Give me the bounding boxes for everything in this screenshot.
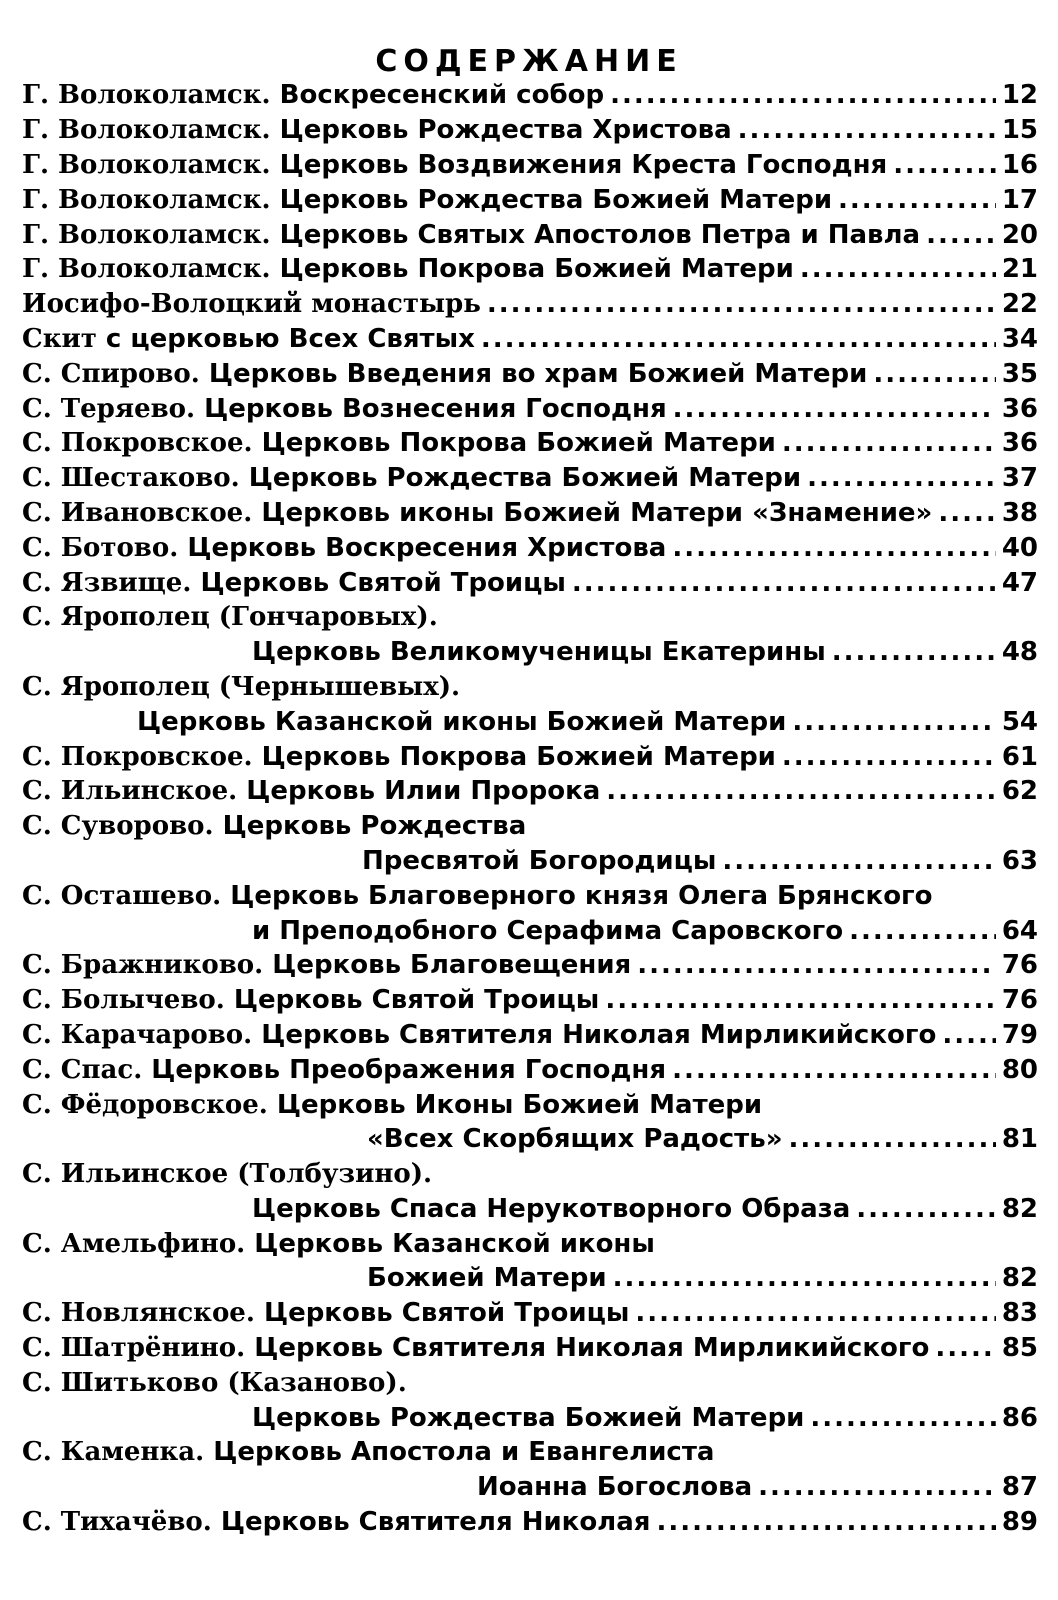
dot-leader [738,115,996,145]
dot-leader [758,1472,996,1502]
toc-entry-place: С. Покровское. [22,741,253,772]
toc-entry-title: Церковь Святителя Николая Мирликийского [245,1333,930,1364]
dot-leader [938,498,995,528]
toc-entry-place: Г. Волоколамск. [22,80,271,111]
toc-entry-title: Церковь Казанской иконы Божией Матери [137,706,787,737]
toc-entry-place: Г. Волоколамск. [22,184,271,215]
toc-entry-title: Церковь Введения во храм Божией Матери [199,358,868,389]
toc-entry [22,530,1038,565]
dot-leader [792,707,996,737]
dot-leader [849,916,996,946]
toc-entry [22,1087,1038,1122]
toc-entry-place: С. Шитьково (Казаново). [22,1367,407,1398]
toc-entry [22,1226,1038,1261]
toc-entry [22,913,1038,948]
toc-entry [22,1331,1038,1366]
toc-entry [22,391,1038,426]
toc-entry [22,1261,1038,1296]
toc-entry-page-number: 40 [1001,532,1038,563]
toc-entry-page-number: 36 [1001,393,1038,424]
toc-entry-place: С. Шатрёнино. [22,1333,246,1364]
toc-entry-title: Иоанна Богослова [477,1472,753,1503]
toc-entry-title: Церковь Рождества Христова [270,115,732,146]
toc-entry-title: Церковь Святой Троицы [191,567,566,598]
toc-entry-place: С. Тихачёво. [22,1507,212,1538]
toc-entry [22,1365,1038,1400]
toc-entry-place: С. Ярополец (Гончаровых). [22,602,438,633]
dot-leader [893,150,996,180]
dot-leader [789,1124,996,1154]
toc-entry [22,670,1038,705]
dot-leader [605,985,996,1015]
toc-entry-place: С. Каменка. [22,1437,205,1468]
toc-entry-place: С. Шестаково. [22,463,240,494]
page-title: СОДЕРЖАНИЕ [375,44,683,79]
toc-entry [22,252,1038,287]
toc-entry-title: Божией Матери [367,1263,607,1294]
dot-leader [481,324,996,354]
toc-entry-place: Г. Волоколамск. [22,149,271,180]
toc-entry-page-number: 64 [1001,915,1038,946]
toc-entry-page-number: 21 [1001,254,1038,285]
toc-entry-place: С. Фёдоровское. [22,1089,268,1120]
toc-entry [22,844,1038,879]
toc-entry-page-number: 86 [1001,1402,1038,1433]
toc-entry-place: С. Новлянское. [22,1298,255,1329]
toc-entry-page-number: 38 [1001,497,1038,528]
toc-entry-place: С. Бражниково. [22,950,264,981]
toc-entry-title: Воскресенский собор [270,80,605,111]
toc-entry-place: С. Карачарово. [22,1019,253,1050]
toc-entry [22,1018,1038,1053]
dot-leader [807,463,996,493]
toc-entry-title: Церковь Рождества Божией Матери [252,1402,805,1433]
toc-entry-title: Церковь Казанской иконы [245,1228,655,1259]
toc-entry [22,878,1038,913]
toc-entry [22,1296,1038,1331]
toc-entry-title: Церковь Рождества [213,811,527,842]
toc-entry [22,496,1038,531]
toc-entry-place: Г. Волоколамск. [22,115,271,146]
toc-entry-page-number: 34 [1001,323,1038,354]
toc-entry-title: Церковь Рождества Божией Матери [239,463,802,494]
toc-entry-place: Скит [22,323,97,354]
toc-entry-title: Церковь Илии Пророка [237,776,601,807]
toc-entry [22,1435,1038,1470]
dot-leader [935,1333,996,1363]
toc-entry-title: Церковь Святой Троицы [254,1298,630,1329]
toc-entry-page-number: 89 [1001,1507,1038,1538]
toc-entry-title: и Преподобного Серафима Саровского [252,915,844,946]
toc-entry [22,461,1038,496]
toc-entry [22,635,1038,670]
toc-entry [22,1470,1038,1505]
toc-entry-page-number: 15 [1001,115,1038,146]
toc-entry-title: Церковь Великомученицы Екатерины [252,637,826,668]
dot-leader [487,289,996,319]
toc-entry [22,217,1038,252]
toc-entry-page-number: 36 [1001,428,1038,459]
toc-entry-page-number: 16 [1001,149,1038,180]
toc-entry-place: С. Спирово. [22,358,200,389]
dot-leader [800,254,996,284]
toc-entry [22,182,1038,217]
dot-leader [635,1298,995,1328]
toc-entry-page-number: 37 [1001,463,1038,494]
toc-entry-place: С. Ботово. [22,532,179,563]
toc-entry [22,1400,1038,1435]
dot-leader [856,1194,996,1224]
toc-entry-page-number: 87 [1001,1472,1038,1503]
toc-entry [22,983,1038,1018]
toc-entry-title: Церковь Спаса Нерукотворного Образа [252,1193,851,1224]
toc-entry [22,739,1038,774]
toc-entry-page-number: 85 [1001,1333,1038,1364]
dot-leader [838,185,996,215]
toc-entry-title: Церковь Воздвижения Креста Господня [270,149,888,180]
toc-entry-title: Церковь Святителя Николая Мирликийского [252,1019,937,1050]
toc-entry-title: Церковь Вознесения Господня [195,393,667,424]
toc-entry-place: С. Амельфино. [22,1228,246,1259]
toc-entry-place: С. Теряево. [22,393,196,424]
dot-leader [722,846,995,876]
toc-entry-title: Церковь Покрова Божией Матери [252,428,776,459]
toc-entry [22,948,1038,983]
toc-entry [22,565,1038,600]
dot-leader [873,359,995,389]
dot-leader [613,1263,996,1293]
toc-entry-page-number: 82 [1001,1263,1038,1294]
dot-leader [832,637,996,667]
toc-entry [22,1505,1038,1540]
toc-entry-page-number: 62 [1001,776,1038,807]
toc-entry-page-number: 20 [1001,219,1038,250]
dot-leader [610,80,996,110]
toc-entry-page-number: 54 [1001,706,1038,737]
dot-leader [606,776,996,806]
toc-entry-page-number: 22 [1001,289,1038,320]
dot-leader [572,568,996,598]
toc-entry-place: С. Ярополец (Чернышевых). [22,671,461,702]
toc-entry [22,148,1038,183]
toc-list [22,78,1038,1539]
toc-entry-page-number: 35 [1001,358,1038,389]
dot-leader [672,533,995,563]
toc-entry-title: с церковью Всех Святых [96,323,475,354]
toc-entry-title: Пресвятой Богородицы [362,845,717,876]
dot-leader [926,220,996,250]
toc-entry [22,1157,1038,1192]
toc-entry [22,426,1038,461]
toc-entry-title: Церковь Воскресения Христова [178,532,667,563]
toc-entry [22,704,1038,739]
toc-entry-title: Церковь Покрова Божией Матери [270,254,794,285]
toc-entry-title: «Всех Скорбящих Радость» [367,1124,783,1155]
dot-leader [637,950,996,980]
toc-entry-page-number: 81 [1001,1124,1038,1155]
toc-entry-page-number: 79 [1001,1019,1038,1050]
toc-entry [22,809,1038,844]
toc-entry [22,1192,1038,1227]
toc-entry-page-number: 82 [1001,1193,1038,1224]
toc-entry-place: Иосифо-Волоцкий монастырь [22,289,481,320]
toc-entry-place: С. Покровское. [22,428,253,459]
toc-entry-title: Церковь Святой Троицы [224,985,600,1016]
dot-leader [782,742,996,772]
toc-entry-page-number: 12 [1001,80,1038,111]
toc-entry [22,600,1038,635]
toc-entry-place: С. Язвище. [22,567,192,598]
toc-entry [22,1052,1038,1087]
toc-entry-title: Церковь Благовещения [263,950,632,981]
dot-leader [656,1507,995,1537]
toc-entry [22,78,1038,113]
dot-leader [942,1020,996,1050]
dot-leader [810,1403,995,1433]
toc-entry-title: Церковь Апостола и Евангелиста [204,1437,715,1468]
toc-entry [22,774,1038,809]
toc-entry [22,322,1038,357]
toc-entry-page-number: 63 [1001,845,1038,876]
toc-entry [22,1122,1038,1157]
toc-entry-page-number: 80 [1001,1054,1038,1085]
toc-entry-title: Церковь Благоверного князя Олега Брянского [221,880,933,911]
toc-entry-place: Г. Волоколамск. [22,254,271,285]
toc-entry [22,113,1038,148]
toc-entry-title: Церковь Преображения Господня [142,1054,667,1085]
dot-leader [673,394,996,424]
toc-entry [22,287,1038,322]
toc-entry-place: С. Спас. [22,1054,143,1085]
toc-entry-title: Церковь Покрова Божией Матери [252,741,776,772]
toc-entry-place: С. Осташево. [22,880,222,911]
toc-entry-title: Церковь иконы Божией Матери «Знамение» [252,497,933,528]
toc-entry-page-number: 83 [1001,1298,1038,1329]
dot-leader [782,428,996,458]
toc-entry-page-number: 17 [1001,184,1038,215]
toc-entry-title: Церковь Святителя Николая [211,1507,651,1538]
toc-entry-place: С. Ильинское. [22,776,238,807]
toc-entry-page-number: 48 [1001,637,1038,668]
toc-entry-title: Церковь Рождества Божией Матери [270,184,833,215]
toc-entry-place: С. Суворово. [22,811,214,842]
toc-entry-place: Г. Волоколамск. [22,219,271,250]
toc-entry-title: Церковь Иконы Божией Матери [267,1089,763,1120]
toc-entry-place: С. Болычево. [22,985,225,1016]
toc-entry-page-number: 47 [1001,567,1038,598]
toc-entry-place: С. Ивановское. [22,497,253,528]
toc-entry [22,356,1038,391]
dot-leader [672,1055,996,1085]
toc-entry-page-number: 61 [1001,741,1038,772]
toc-entry-place: С. Ильинское (Толбузино). [22,1159,433,1190]
toc-entry-page-number: 76 [1001,985,1038,1016]
toc-entry-page-number: 76 [1001,950,1038,981]
toc-entry-title: Церковь Святых Апостолов Петра и Павла [270,219,921,250]
